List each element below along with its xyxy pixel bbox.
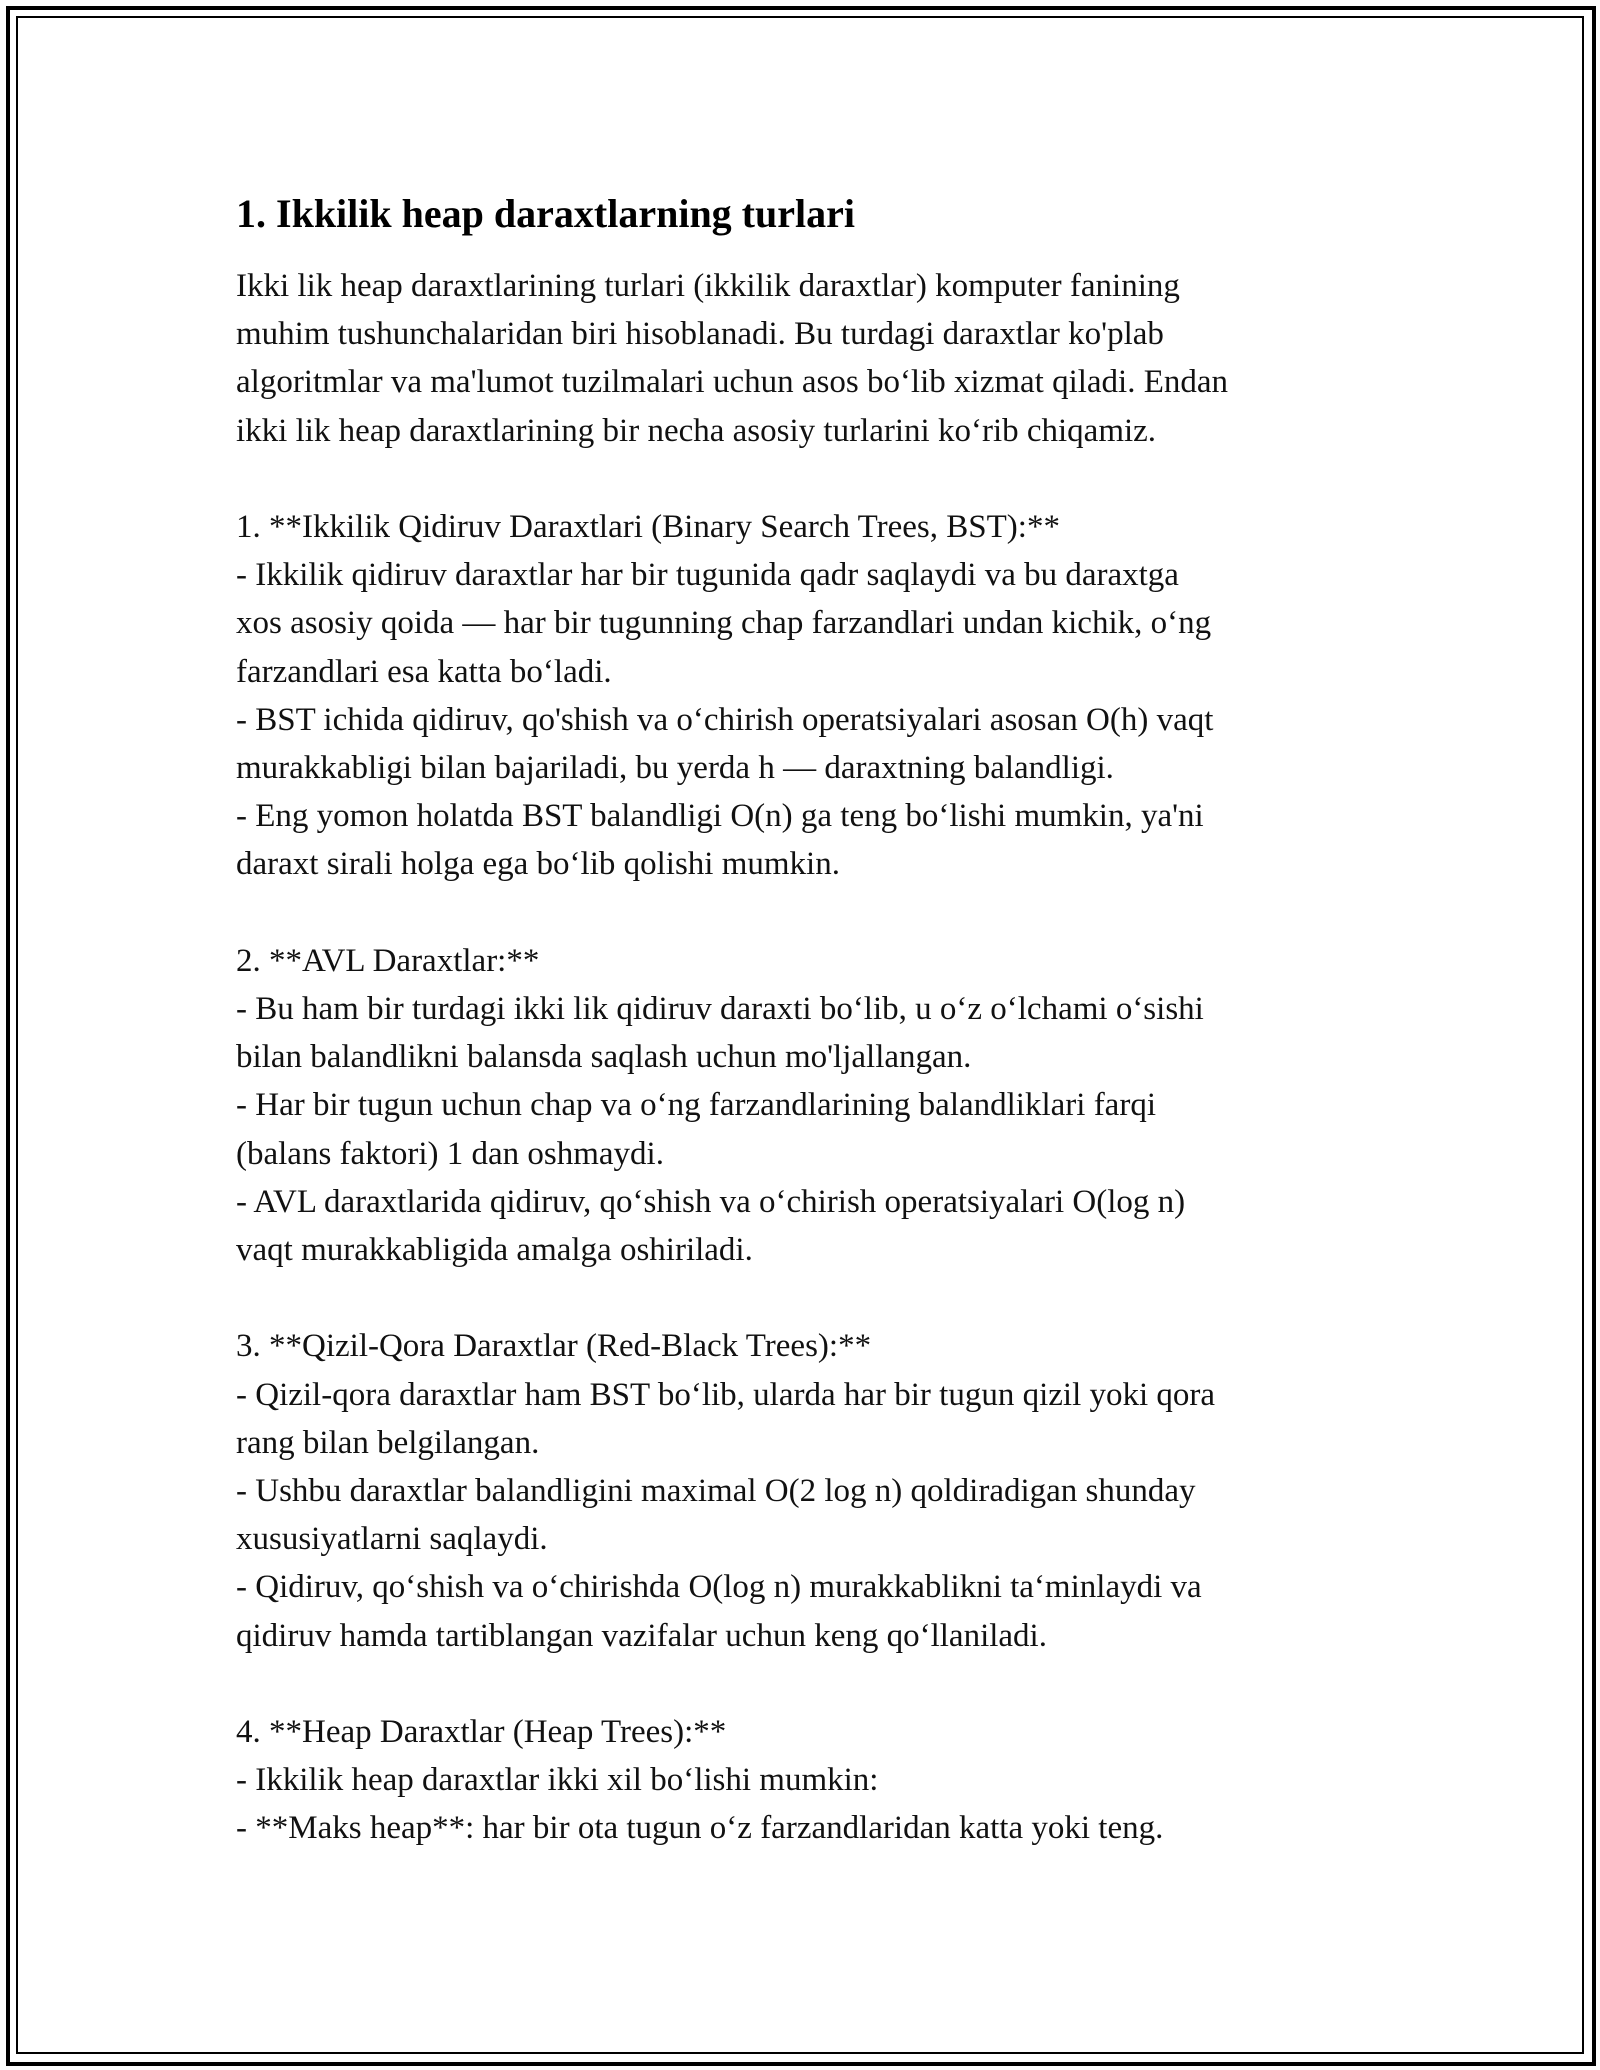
section-title: 4. **Heap Daraxtlar (Heap Trees):** <box>236 1714 727 1751</box>
paragraph-spacer <box>236 1274 1366 1322</box>
section-avl <box>236 937 1366 1274</box>
section-bst <box>236 503 1366 889</box>
section-title: 3. **Qizil-Qora Daraxtlar (Red-Black Trees):** <box>236 1328 872 1365</box>
intro-paragraph: Ikki lik heap daraxtlarining turlari (ikkilik daraxtlar) komputer fanining muhim tushunchalaridan biri hisoblanadi. Bu turdagi daraxtlar ko'plab algoritmlar va ma'lumot tuzilmalari uchun asos bo‘lib xizmat qiladi. Endan ikki lik heap daraxtlarining bir necha asosiy turlarini ko‘rib chiqamiz. <box>236 268 1229 449</box>
paragraph-spacer <box>236 1660 1366 1708</box>
section-title: 1. **Ikkilik Qidiruv Daraxtlari (Binary Search Trees, BST):** <box>236 509 1060 545</box>
section-bullet: - Ikkilik heap daraxtlar ikki xil bo‘lishi mumkin: <box>236 1762 879 1799</box>
section-bullet: - **Maks heap**: har bir ota tugun o‘z farzandlaridan katta yoki teng. <box>236 1810 1164 1847</box>
section-bullet: - Bu ham bir turdagi ikki lik qidiruv daraxti bo‘lib, u o‘z o‘lchami o‘sishi bilan balandlikni balansda saqlash uchun mo'ljallangan. <box>236 991 1204 1076</box>
section-bullet: - Qidiruv, qo‘shish va o‘chirishda O(log n) murakkablikni ta‘minlaydi va qidiruv hamda tartiblangan vazifalar uchun keng qo‘llaniladi. <box>236 1569 1202 1654</box>
section-bullet: - Har bir tugun uchun chap va o‘ng farzandlarining balandliklari farqi (balans faktori) 1 dan oshmaydi. <box>236 1087 1156 1172</box>
section-title: 2. **AVL Daraxtlar:** <box>236 942 540 979</box>
section-bullet: - Qizil-qora daraxtlar ham BST bo‘lib, ularda har bir tugun qizil yoki qora rang bilan belgilangan. <box>236 1376 1216 1461</box>
section-bullet: - AVL daraxtlarida qidiruv, qo‘shish va o‘chirish operatsiyalari O(log n) vaqt murakkabligida amalga oshiriladi. <box>236 1183 1186 1269</box>
paragraph-spacer <box>236 455 1366 503</box>
section-bullet: - BST ichida qidiruv, qo'shish va o‘chirish operatsiyalari asosan O(h) vaqt murakkabligi bilan bajariladi, bu yerda h — daraxtning balandligi. <box>236 701 1214 787</box>
section-heap <box>236 1708 1366 1853</box>
section-bullet: - Ikkilik qidiruv daraxtlar har bir tugunida qadr saqlaydi va bu daraxtga xos asosiy qoida — har bir tugunning chap farzandlari undan kichik, o‘ng farzandlari esa katta bo‘ladi. <box>236 557 1212 690</box>
section-red-black <box>236 1322 1366 1659</box>
paragraph-spacer <box>236 889 1366 937</box>
section-bullet: - Ushbu daraxtlar balandligini maximal O(2 log n) qoldiradigan shunday xususiyatlarni saqlaydi. <box>236 1473 1196 1558</box>
document-body <box>236 186 1366 1853</box>
section-bullet: - Eng yomon holatda BST balandligi O(n) ga teng bo‘lishi mumkin, ya'ni daraxt sirali holga ega bo‘lib qolishi mumkin. <box>236 798 1204 883</box>
document-heading: 1. Ikkilik heap daraxtlarning turlari <box>236 191 855 236</box>
